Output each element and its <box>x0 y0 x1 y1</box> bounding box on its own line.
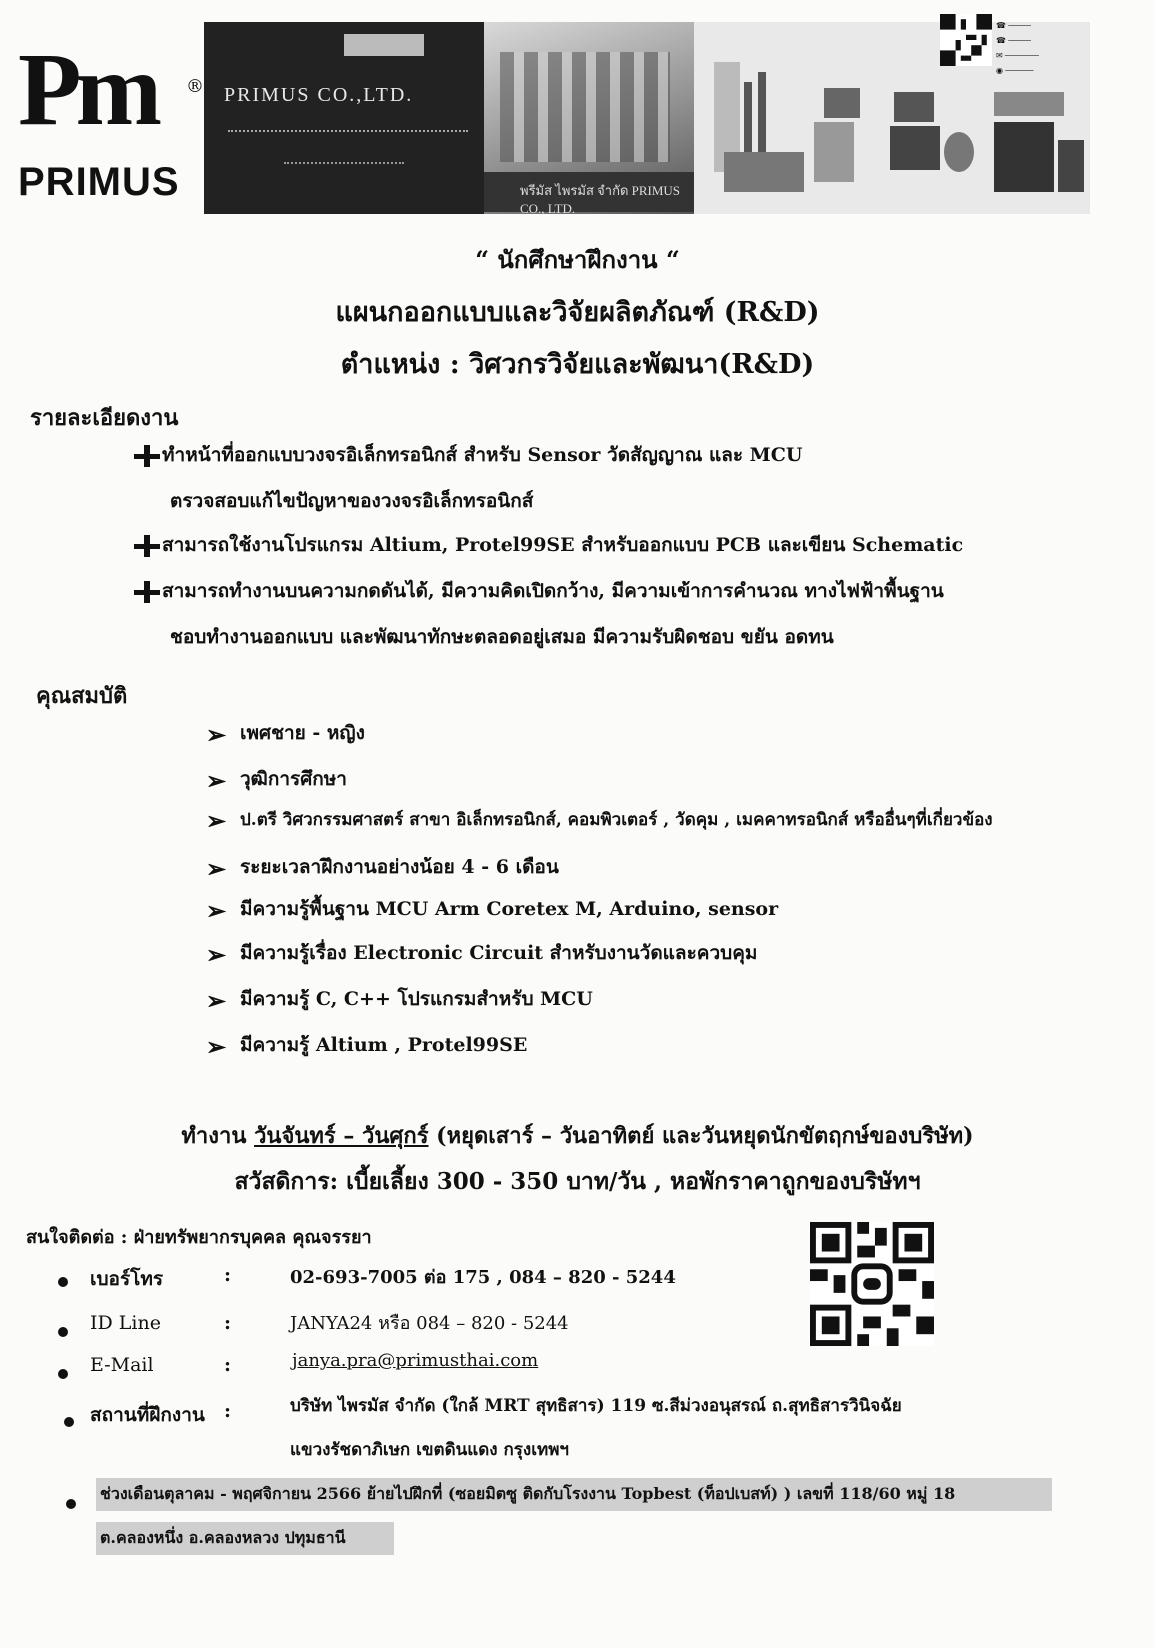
line-qr-code-icon <box>810 1222 934 1346</box>
logo-mark: Pm <box>18 32 157 147</box>
product-device <box>824 88 860 118</box>
contact-person: : ฝ่ายทรัพยากรบุคคล คุณจรรยา <box>114 1227 372 1248</box>
product-cable <box>944 132 974 172</box>
contact-separator: : <box>224 1264 232 1286</box>
qualification-item <box>206 938 757 969</box>
contact-separator: : <box>224 1312 232 1334</box>
title-position: ตำแหน่ง : วิศวกรวิจัยและพัฒนา(R&D) <box>340 349 815 380</box>
company-banner <box>204 22 484 214</box>
bullet-dot-icon <box>58 1327 68 1337</box>
work-days: วันจันทร์ – วันศุกร์ <box>254 1123 429 1149</box>
qualification-item <box>206 1030 527 1061</box>
qualification-text: ป.ตรี วิศวกรรมศาสตร์ สาขา อิเล็กทรอนิกส์, คอมพิวเตอร์ , วัดคุม , เมคคาทรอนิกส์ หรืออื่นๆที่เกี่ยวข้อง <box>240 810 993 830</box>
contact-value-location: บริษัท ไพรมัส จำกัด (ใกล้ MRT สุทธิสาร) 119 ซ.สีม่วงอนุสรณ์ ถ.สุทธิสารวินิจฉัย <box>290 1396 902 1416</box>
relocation-note-bullet <box>66 1494 76 1513</box>
title-intern: “ นักศึกษาฝึกงาน “ <box>475 245 680 274</box>
contact-row-email <box>58 1364 68 1383</box>
contact-value-phone: 02-693-7005 ต่อ 175 , 084 – 820 - 5244 <box>290 1267 676 1288</box>
job-detail-text: สามารถทำงานบนความกดดันได้, มีความคิดเปิดกว้าง, มีความเข้าการคำนวณ ทางไฟฟ้าพื้นฐาน <box>162 580 944 602</box>
product-device <box>994 92 1064 116</box>
qualification-item <box>206 806 993 835</box>
bullet-dot-icon <box>58 1369 68 1379</box>
arrow-bullet-icon: ➢ <box>206 853 227 883</box>
contact-row-line <box>58 1322 68 1341</box>
arrow-bullet-icon: ➢ <box>206 765 227 795</box>
qualification-text: มีความรู้เรื่อง Electronic Circuit สำหรับงานวัดและควบคุม <box>240 942 758 964</box>
job-detail-item <box>134 440 802 470</box>
qualification-item <box>206 852 559 883</box>
arrow-bullet-icon: ➢ <box>206 719 227 749</box>
qualification-text: มีความรู้ C, C++ โปรแกรมสำหรับ MCU <box>240 988 593 1010</box>
qualification-item <box>206 718 365 749</box>
qualification-text: ระยะเวลาฝึกงานอย่างน้อย 4 - 6 เดือน <box>240 856 559 878</box>
contact-email-link[interactable]: janya.pra@primusthai.com <box>292 1350 539 1371</box>
work-schedule-prefix: ทำงาน <box>181 1123 255 1149</box>
product-device <box>814 122 854 182</box>
contact-label-location: สถานที่ฝึกงาน <box>90 1404 205 1426</box>
qualifications-heading: คุณสมบัติ <box>36 683 128 709</box>
banner-subtitle-line <box>284 162 404 172</box>
certification-badge-icon <box>344 34 424 56</box>
arrow-bullet-icon: ➢ <box>206 806 227 835</box>
contact-separator: : <box>224 1400 232 1422</box>
job-detail-text: ทำหน้าที่ออกแบบวงจรอิเล็กทรอนิกส์ สำหรับ Sensor วัดสัญญาณ และ MCU <box>162 444 803 466</box>
product-device <box>890 126 940 170</box>
bullet-dot-icon <box>66 1499 76 1509</box>
building-sign-text: พรีมัส ไพรมัส จำกัด PRIMUS CO., LTD. <box>520 183 681 216</box>
banner-contact-lines <box>996 18 1039 78</box>
building-sign <box>484 172 694 216</box>
arrow-bullet-icon: ➢ <box>206 939 227 969</box>
building-photo <box>484 22 694 214</box>
job-detail-item <box>134 530 963 560</box>
qualification-text: เพศชาย - หญิง <box>240 722 365 744</box>
job-detail-continuation: ตรวจสอบแก้ไขปัญหาของวงจรอิเล็กทรอนิกส์ <box>170 490 534 512</box>
product-device <box>1058 140 1084 192</box>
qualification-item <box>206 764 347 795</box>
contact-separator: : <box>224 1354 232 1376</box>
logo-registered-mark: ® <box>186 76 204 97</box>
banner-subtitle-line <box>228 130 468 142</box>
logo-wordmark: PRIMUS <box>18 160 180 204</box>
contact-label-line: ID Line <box>90 1312 161 1334</box>
email-icon: ✉ ────── <box>996 51 1039 60</box>
contact-row-phone <box>58 1272 68 1291</box>
arrow-bullet-icon: ➢ <box>206 985 227 1015</box>
work-schedule <box>0 1118 1155 1153</box>
contact-label-phone: เบอร์โทร <box>90 1268 164 1290</box>
relocation-note-line2: ต.คลองหนึ่ง อ.คลองหลวง ปทุมธานี <box>96 1522 394 1555</box>
web-icon: ◉ ───── <box>996 66 1034 75</box>
qualification-item <box>206 984 593 1015</box>
qualification-item <box>206 894 778 925</box>
contact-label-email: E-Mail <box>90 1354 154 1376</box>
primus-logo <box>18 32 204 206</box>
product-cabinet <box>994 122 1054 192</box>
phone-icon: ☎ ──── <box>996 21 1031 30</box>
bullet-dot-icon <box>58 1277 68 1287</box>
qr-code-icon <box>940 14 992 66</box>
cross-bullet-icon <box>134 579 160 605</box>
job-details-heading: รายละเอียดงาน <box>30 405 179 431</box>
qualification-text: มีความรู้พื้นฐาน MCU Arm Coretex M, Arduino, sensor <box>240 898 779 920</box>
banner-company-name: PRIMUS CO.,LTD. <box>224 84 414 106</box>
job-detail-continuation: ชอบทำงานออกแบบ และพัฒนาทักษะตลอดอยู่เสมอ มีความรับผิดชอบ ขยัน อดทน <box>170 626 834 648</box>
product-lamp <box>758 72 766 152</box>
bullet-dot-icon <box>64 1417 74 1427</box>
job-detail-text: สามารถใช้งานโปรแกรม Altium, Protel99SE สำหรับออกแบบ PCB และเขียน Schematic <box>162 534 964 556</box>
cross-bullet-icon <box>134 533 160 559</box>
contact-heading <box>26 1222 372 1251</box>
contact-address-line2: แขวงรัชดาภิเษก เขตดินแดง กรุงเทพฯ <box>290 1440 569 1460</box>
contact-value-line: JANYA24 หรือ 084 – 820 - 5244 <box>290 1313 569 1334</box>
arrow-bullet-icon: ➢ <box>206 1031 227 1061</box>
product-device <box>894 92 934 122</box>
job-detail-item <box>134 576 944 606</box>
phone-icon: ☎ ──── <box>996 36 1031 45</box>
welfare: สวัสดิการ: เบี้ยเลี้ยง 300 - 350 บาท/วัน , หอพักราคาถูกของบริษัทฯ <box>234 1168 921 1195</box>
product-lamp <box>744 82 752 152</box>
work-holidays: (หยุดเสาร์ – วันอาทิตย์ และวันหยุดนักขัตฤกษ์ของบริษัท) <box>428 1123 974 1149</box>
product-device <box>724 152 804 192</box>
contact-heading-label: สนใจติดต่อ <box>26 1227 115 1248</box>
qualification-text: มีความรู้ Altium , Protel99SE <box>240 1034 528 1056</box>
cross-bullet-icon <box>134 443 160 469</box>
title-department: แผนกออกแบบและวิจัยผลิตภัณฑ์ (R&D) <box>335 297 820 328</box>
arrow-bullet-icon: ➢ <box>206 895 227 925</box>
contact-row-location <box>64 1412 74 1431</box>
relocation-note: ช่วงเดือนตุลาคม - พฤศจิกายน 2566 ย้ายไปฝึกที่ (ซอยมิตซู ติดกับโรงงาน Topbest (ท็อปเบสท์) ) เลขที่ 118/60 หมู่ 18 <box>96 1478 1052 1511</box>
building-windows <box>500 52 670 162</box>
qualification-text: วุฒิการศึกษา <box>240 768 347 790</box>
